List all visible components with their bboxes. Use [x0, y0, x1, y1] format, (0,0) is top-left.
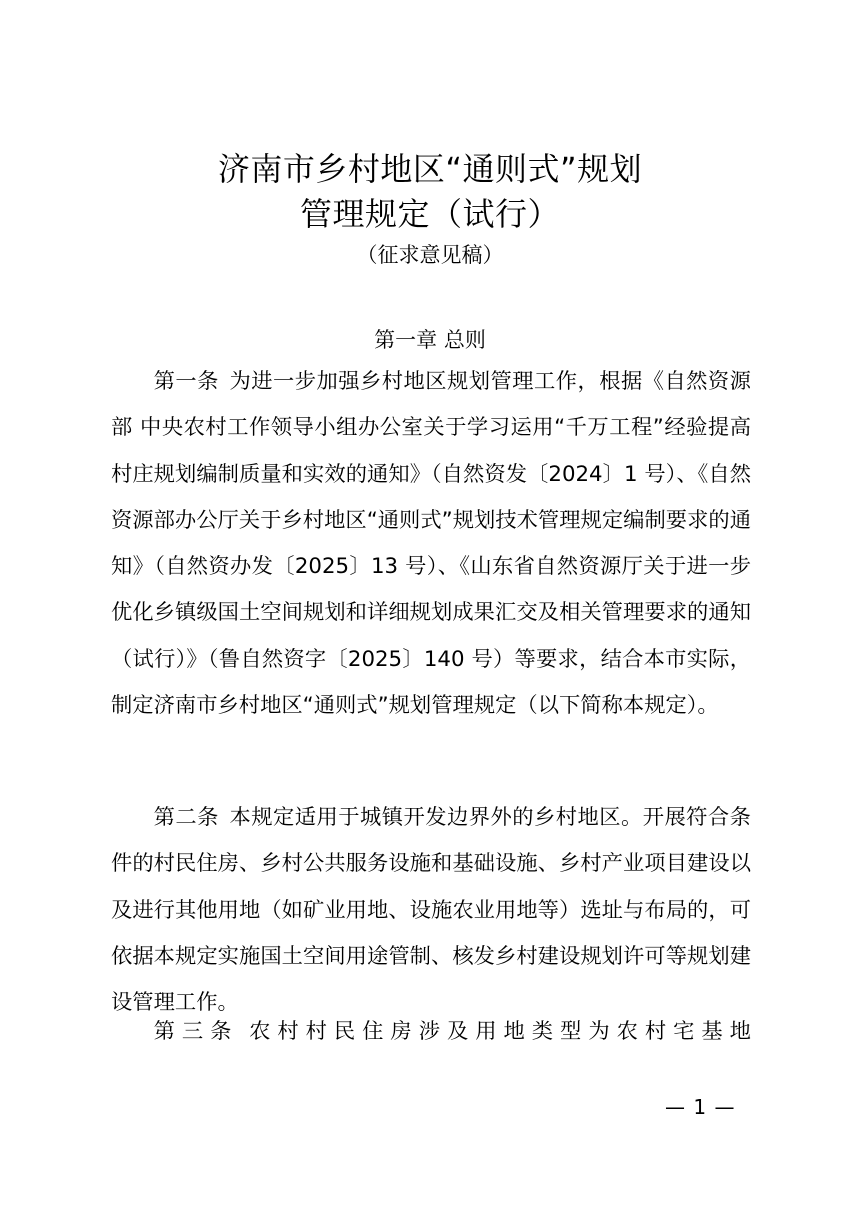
- article-1-text: 为进一步加强乡村地区规划管理工作，根据《自然资源部 中央农村工作领导小组办公室关于学习运用“千万工程”经验提高村庄规划编制质量和实效的通知》（自然资发〔2024〕1 号）、《自然资源部办公厅关于乡村地区“通则式”规划技术管理规定编制要求的通知》（自然资办发〔2025〕13 号）、《山东省自然资源厅关于进一步优化乡镇级国土空间规划和详细规划成果汇交及相关管理要求的通知（试行）》（鲁自然资字〔2025〕140 号）等要求，结合本市实际，制定济南市乡村地区“通则式”规划管理规定（以下简称本规定）。: [111, 369, 751, 719]
- article-3-label: 第三条: [153, 1019, 239, 1044]
- article-1: [111, 359, 751, 729]
- article-2: [111, 795, 751, 1026]
- document-title-line-1: 济南市乡村地区“通则式”规划: [217, 150, 643, 188]
- document-title-line-2: 管理规定（试行）: [299, 195, 560, 233]
- article-2-label: 第二条: [153, 805, 219, 830]
- article-3-text: 农村村民住房涉及用地类型为农村宅基地: [249, 1019, 751, 1044]
- article-3: [111, 1009, 751, 1055]
- article-2-text: 本规定适用于城镇开发边界外的乡村地区。开展符合条件的村民住房、乡村公共服务设施和基础设施、乡村产业项目建设以及进行其他用地（如矿业用地、设施农业用地等）选址与布局的，可依据本规定实施国土空间用途管制、核发乡村建设规划许可等规划建设管理工作。: [111, 805, 751, 1016]
- document-subtitle: （征求意见稿）: [356, 243, 504, 267]
- page-number: — 1 —: [665, 1095, 736, 1119]
- article-1-label: 第一条: [153, 369, 219, 394]
- chapter-heading: 第一章 总则: [374, 328, 486, 352]
